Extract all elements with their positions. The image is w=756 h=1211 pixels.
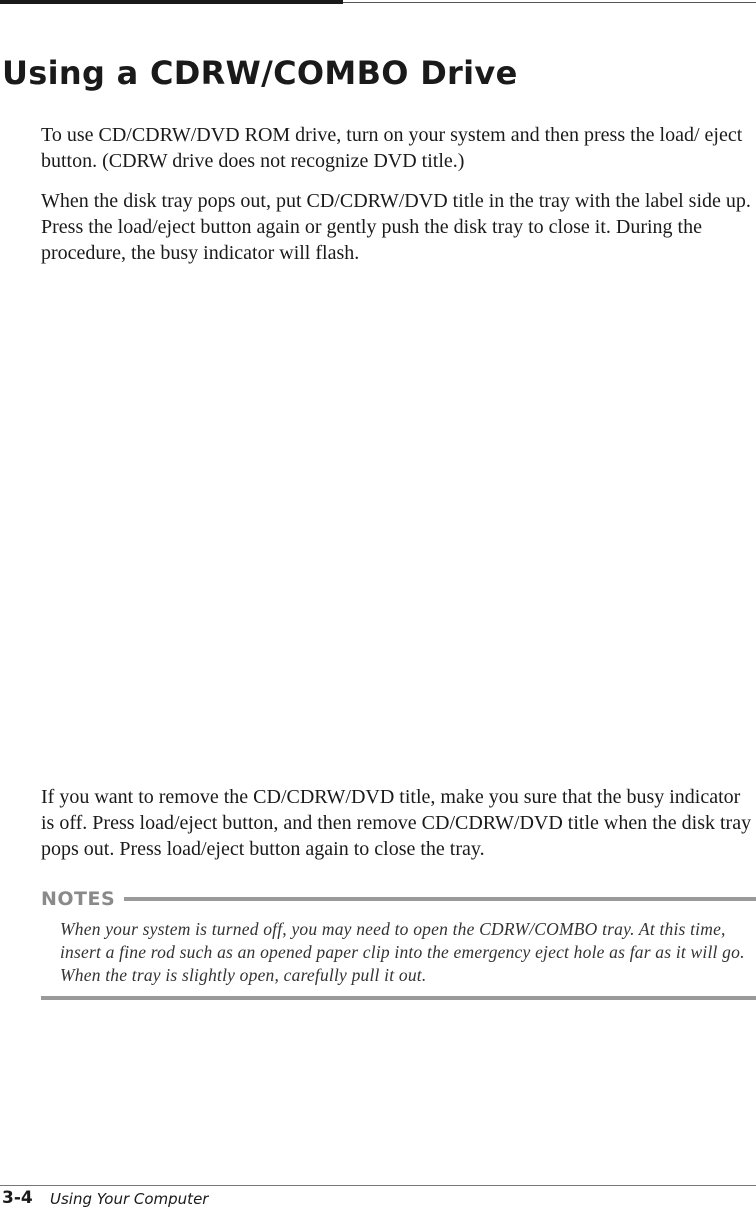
body-paragraph-load: To use CD/CDRW/DVD ROM drive, turn on your system and then press the load/ eject button. (CDRW drive does not recognize DVD title.) — [41, 124, 743, 172]
notes-rule-bottom — [41, 996, 756, 1000]
page-title: Using a CDRW/COMBO Drive — [2, 54, 518, 92]
body-paragraph-remove: If you want to remove the CD/CDRW/DVD title, make you sure that the busy indicator is off. Press load/eject button, and then remove CD/CDRW/DVD title when the disk tray pops out. Press load/eject button again to close the tray. — [41, 786, 752, 860]
illustration-blank-area — [41, 280, 741, 760]
body-paragraph-insert: When the disk tray pops out, put CD/CDRW/DVD title in the tray with the label side up. Press the load/eject button again or gently push the disk tray to close it. During the procedure, the busy indicator will flash. — [41, 190, 751, 264]
notes-rule-top — [124, 897, 756, 901]
header-rule-thin — [343, 2, 756, 3]
notes-label: NOTES — [41, 888, 116, 910]
notes-text: When your system is turned off, you may need to open the CDRW/COMBO tray. At this time, insert a fine rod such as an opened paper clip into the emergency eject hole as far as it will go. When the tray is slightly open, carefully pull it out. — [60, 919, 745, 985]
footer-rule — [0, 1185, 756, 1186]
footer-page-number: 3-4 — [2, 1188, 33, 1208]
header-rule-thick — [0, 0, 343, 4]
footer-section-title: Using Your Computer — [50, 1190, 209, 1208]
